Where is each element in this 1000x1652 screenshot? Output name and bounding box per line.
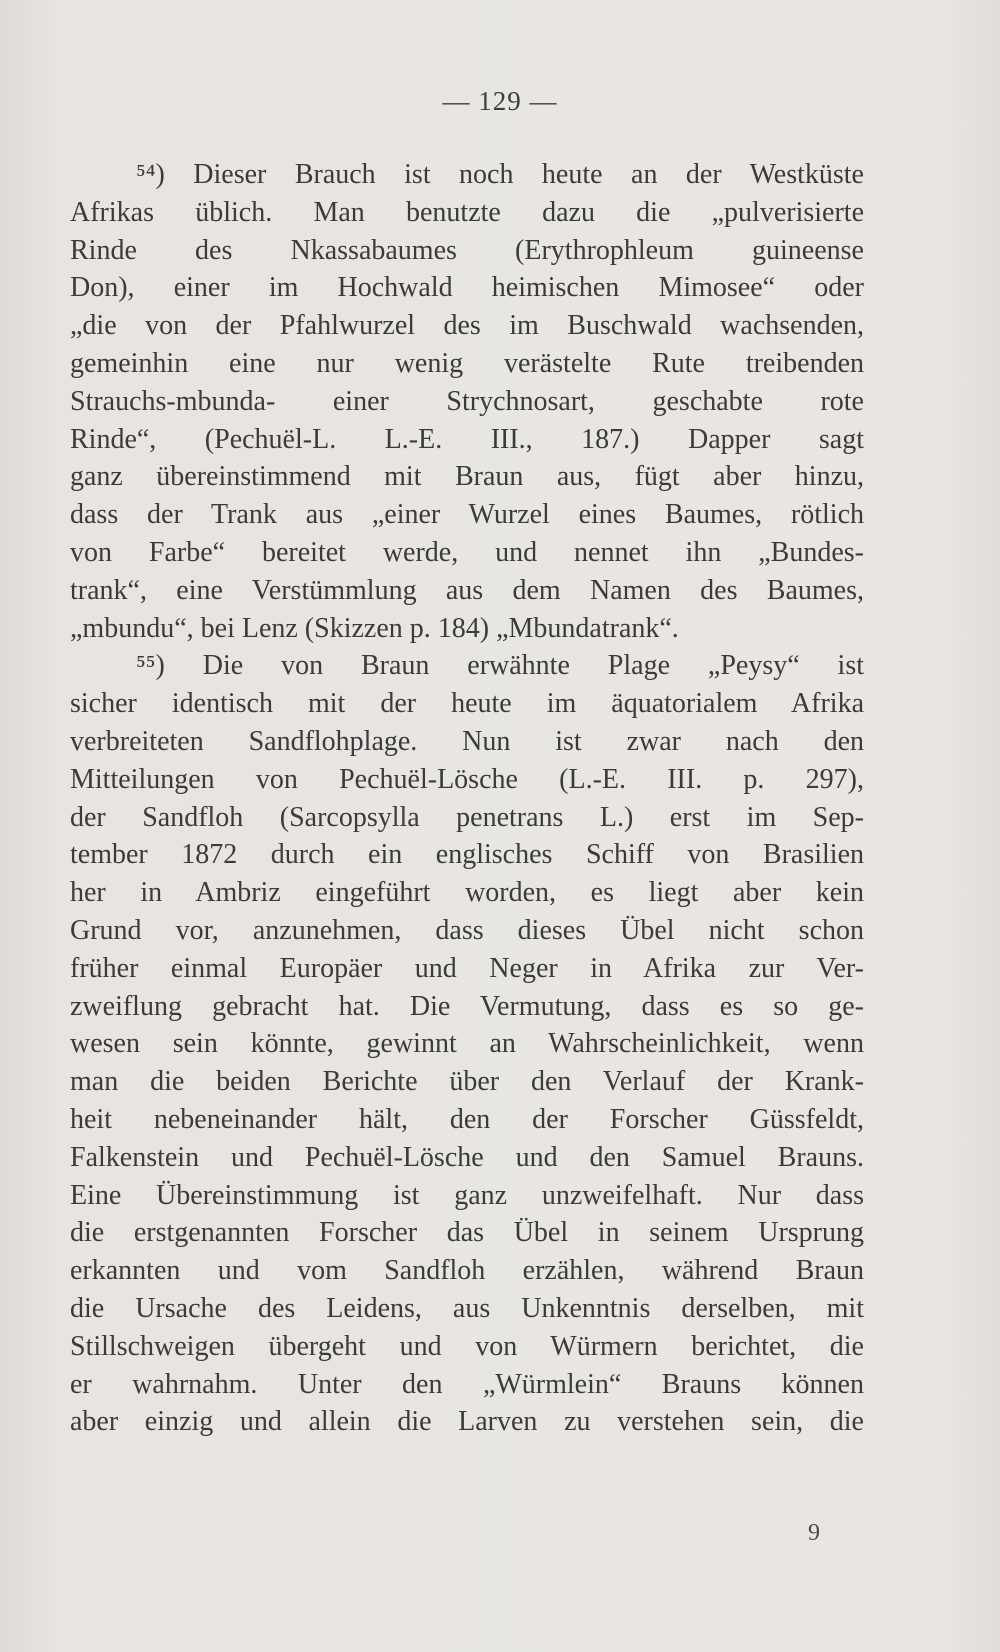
text-line: erkannten und vom Sandfloh erzählen, während Braun [70,1255,864,1287]
text-line: Falkenstein und Pechuël-Lösche und den Samuel Brauns. [70,1141,864,1173]
text-line: aber einzig und allein die Larven zu verstehen sein, die [70,1406,864,1438]
signature-mark: 9 [808,1520,820,1546]
text-line: Afrikas üblich. Man benutzte dazu die „pulverisierte [70,196,864,228]
text-line: Mitteilungen von Pechuël-Lösche (L.-E. III. p. 297), [70,763,864,795]
text-line: die Ursache des Leidens, aus Unkenntnis derselben, mit [70,1292,864,1324]
text-line: sicher identisch mit der heute im äquatorialem Afrika [70,688,864,720]
text-line: dass der Trank aus „einer Wurzel eines Baumes, rötlich [70,499,864,531]
text-line: Eine Übereinstimmung ist ganz unzweifelhaft. Nur dass [70,1179,864,1211]
text-line: „mbundu“, bei Lenz (Skizzen p. 184) „Mbundatrank“. [70,612,679,644]
text-line: heit nebeneinander hält, den der Forscher Güssfeldt, [70,1103,864,1135]
text-line: zweiflung gebracht hat. Die Vermutung, dass es so ge- [70,990,864,1022]
text-line: ganz übereinstimmend mit Braun aus, fügt aber hinzu, [70,461,864,493]
footnote-text [70,156,864,1441]
text-line: Grund vor, anzunehmen, dass dieses Übel nicht schon [70,914,864,946]
text-line: Strauchs-mbunda- einer Strychnosart, geschabte rote [70,385,864,417]
text-line: man die beiden Berichte über den Verlauf der Krank- [70,1066,864,1098]
text-line: von Farbe“ bereitet werde, und nennet ihn „Bundes- [70,536,864,568]
text-line: wesen sein könnte, gewinnt an Wahrscheinlichkeit, wenn [70,1028,864,1060]
text-line: die erstgenannten Forscher das Übel in seinem Ursprung [70,1217,864,1249]
text-line: gemeinhin eine nur wenig verästelte Rute treibenden [70,347,864,379]
text-line: trank“, eine Verstümmlung aus dem Namen des Baumes, [70,574,864,606]
text-line: Rinde des Nkassabaumes (Erythrophleum guineense [70,234,864,266]
text-line: verbreiteten Sandflohplage. Nun ist zwar nach den [70,725,864,757]
text-line: „die von der Pfahlwurzel des im Buschwald wachsenden, [70,310,864,342]
text-line: her in Ambriz eingeführt worden, es liegt aber kein [70,877,864,909]
text-line: Stillschweigen übergeht und von Würmern berichtet, die [70,1330,864,1362]
text-line: tember 1872 durch ein englisches Schiff von Brasilien [70,839,864,871]
text-line: Rinde“, (Pechuël-L. L.-E. III., 187.) Dapper sagt [70,423,864,455]
text-line: früher einmal Europäer und Neger in Afrika zur Ver- [70,952,864,984]
page-number: — 129 — [442,86,558,116]
text-line: ⁵⁵) Die von Braun erwähnte Plage „Peysy“ ist [136,650,864,682]
text-line: der Sandfloh (Sarcopsylla penetrans L.) erst im Sep- [70,801,864,833]
text-line: er wahrnahm. Unter den „Würmlein“ Brauns können [70,1368,864,1400]
text-line: ⁵⁴) Dieser Brauch ist noch heute an der Westküste [136,159,864,190]
text-line: Don), einer im Hochwald heimischen Mimosee“ oder [70,272,864,304]
